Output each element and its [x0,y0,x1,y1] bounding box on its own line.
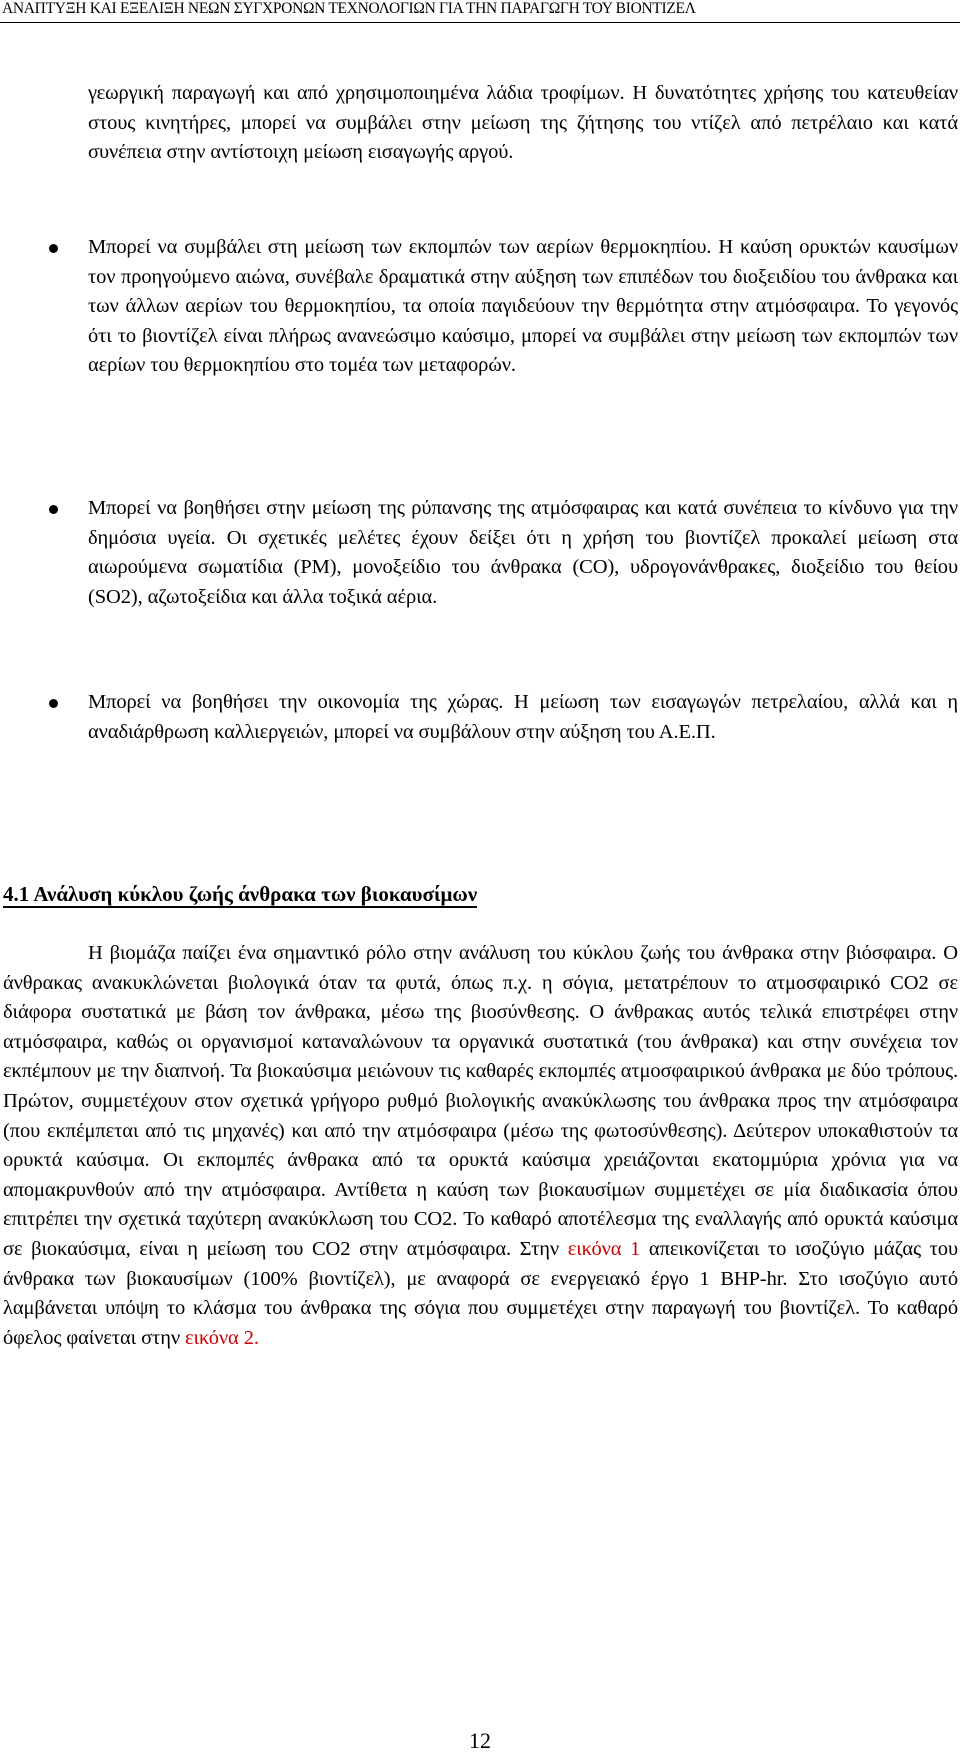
section-text-part2: απεικονίζεται το ισοζύγιο μάζας του άνθρακα των βιοκαυσίμων (100% βιοντίζελ), με αναφορά σε ενεργειακό έργο 1 BHP-hr. Στο ισοζύγιο αυτό λαμβάνεται υπόψη το κλάσμα του άνθρακα της σόγια που συμμετέχει στην παραγωγή του βιοντίζελ. Το καθαρό όφελος φαίνεται στην [3,1237,959,1349]
section-heading [3,880,477,908]
list-item-text: Μπορεί να συμβάλει στη μείωση των εκπομπών των αερίων θερμοκηπίου. Η καύση ορυκτών καυσίμων τον προηγούμενο αιώνα, συνέβαλε δραματικά στην αύξηση των επιπέδων του διοξειδίου του άνθρακα και των άλλων αερίων του θερμοκηπίου, τα οποία παγιδεύουν την θερμότητα στην ατμόσφαιρα. Το γεγονός ότι το βιοντίζελ είναι πλήρως ανανεώσιμο καύσιμο, μπορεί να συμβάλει στην μείωση των εκπομπών των αερίων του θερμοκηπίου στο τομέα των μεταφορών. [88,236,958,376]
list-item-text: Μπορεί να βοηθήσει την οικονομία της χώρας. Η μείωση των εισαγωγών πετρελαίου, αλλά και η αναδιάρθρωση καλλιεργειών, μπορεί να συμβάλουν στην αύξηση του Α.Ε.Π. [88,691,958,743]
intro-paragraph: γεωργική παραγωγή και από χρησιμοποιημένα λάδια τροφίμων. Η δυνατότητες χρήσης του κατευθείαν στους κινητήρες, μπορεί να συμβάλει στην μείωση της ζήτησης του ντίζελ από πετρέλαιο και κατά συνέπεια στην αντίστοιχη μείωση εισαγωγής αργού. [88,82,958,163]
list-item [88,233,958,381]
bullet-icon [49,699,58,708]
bullet-icon [49,244,58,253]
list-item [88,494,958,612]
section-paragraph [3,939,958,1353]
list-item [88,688,958,747]
figure-reference-1[interactable]: εικόνα 1 [567,1237,641,1260]
section-text-part1: Η βιομάζα παίζει ένα σημαντικό ρόλο στην ανάλυση του κύκλου ζωής του άνθρακα στην βιόσφαιρα. Ο άνθρακας ανακυκλώνεται βιολογικά όταν τα φυτά, όπως π.χ. η σόγια, μετατρέπουν το ατμοσφαιρικό CO2 σε διάφορα συστατικά με βάση τον άνθρακα, μέσω της βιοσύνθεσης. Ο άνθρακας αυτός τελικά επιστρέφει στην ατμόσφαιρα, καθώς οι οργανισμοί καταναλώνουν τα οργανικά συστατικά (του άνθρακα) και στην συνέχεια τον εκπέμπουν με την διαπνοή. Τα βιοκαύσιμα μειώνουν τις καθαρές εκπομπές ατμοσφαιρικού άνθρακα με δύο τρόπους. Πρώτον, συμμετέχουν στον σχετικά γρήγορο ρυθμό βιολογικής ανακύκλωσης του άνθρακα προς την ατμόσφαιρα (που εκπέμπεται από τις μηχανές) και από την ατμόσφαιρα (μέσω της φωτοσύνθεσης). Δεύτερον υποκαθιστούν τα ορυκτά καύσιμα. Οι εκπομπές άνθρακα από τα ορυκτά καύσιμα χρειάζονται εκατομμύρια χρόνια για να απομακρυνθούν από την ατμόσφαιρα. Αντίθετα η καύση των βιοκαυσίμων συμμετέχει σε μία διαδικασία όπου επιτρέπει την σχετικά ταχύτερη ανακύκλωση του CO2. Το καθαρό αποτέλεσμα της εναλλαγής από ορυκτά καύσιμα σε βιοκαύσιμα, είναι η μείωση του CO2 στην ατμόσφαιρα. Στην [3,942,958,1260]
running-header: ΑΝΑΠΤΥΞΗ ΚΑΙ ΕΞΕΛΙΞΗ ΝΕΩΝ ΣΥΓΧΡΟΝΩΝ ΤΕΧΝΟΛΟΓΙΩΝ ΓΙΑ ΤΗΝ ΠΑΡΑΓΩΓΗ ΤΟΥ ΒΙΟΝΤΙΖΕΛ [2,0,696,17]
figure-reference-2[interactable]: εικόνα 2. [185,1326,259,1349]
section-heading-text: 4.1 Ανάλυση κύκλου ζωής άνθρακα των βιοκαυσίμων [3,882,478,906]
list-item-text: Μπορεί να βοηθήσει στην μείωση της ρύπανσης της ατμόσφαιρας και κατά συνέπεια το κίνδυνο για την δημόσια υγεία. Οι σχετικές μελέτες έχουν δείξει ότι η χρήση του βιοντίζελ προκαλεί μείωση στα αιωρούμενα σωματίδια (PM), μονοξείδιο του άνθρακα (CO), υδρογονάνθρακες, διοξείδιο του θείου (SO2), αζωτοξείδια και άλλα τοξικά αέρια. [88,497,958,608]
header-rule [0,22,960,23]
bullet-icon [49,505,58,514]
page-number: 12 [469,1728,491,1753]
